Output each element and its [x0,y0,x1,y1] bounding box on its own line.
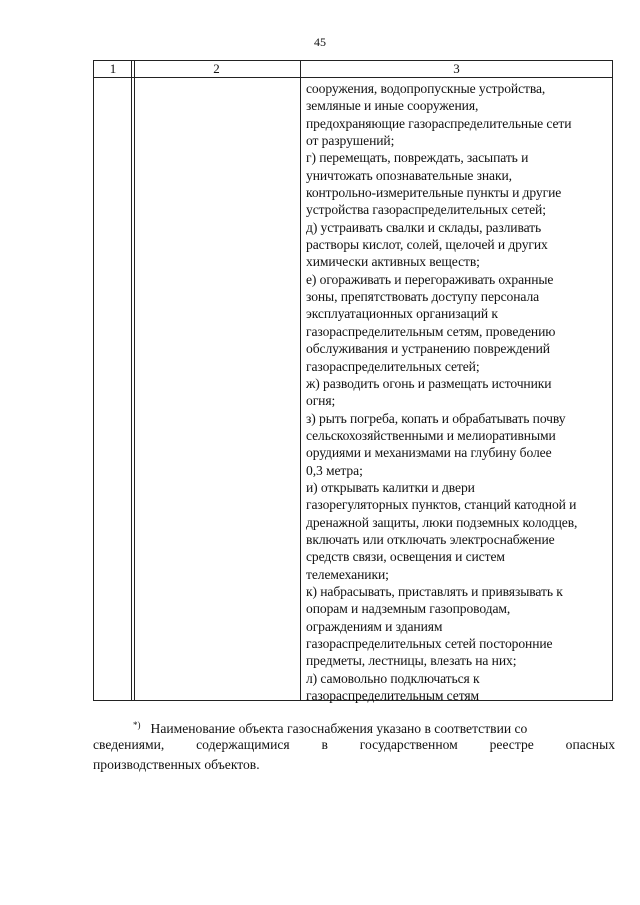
footnote-word: реестре [489,737,534,752]
table-cell-line: ж) разводить огонь и размещать источники [306,375,552,391]
table-cell-line: дренажной защиты, люки подземных колодцев, [306,514,578,530]
table-cell-line: земляные и иные сооружения, [306,98,479,114]
table-cell-line: газораспределительным сетям [306,688,480,704]
table-cell-line: 0,3 метра; [306,462,363,478]
table-cell-col-3 [306,80,612,704]
footnote-line-3: производственных объектов. [93,757,260,772]
footnote-text-1: Наименование объекта газоснабжения указано в соответствии со [150,721,528,736]
table-cell-line: опорам и надземным газопроводам, [306,601,511,617]
table-cell-line: орудиями и механизмами на глубину более [306,445,552,461]
footnote-line-2 [93,735,615,755]
table-cell-line: газораспределительным сетям, проведению [306,323,556,339]
table-cell-line: контрольно-измерительные пункты и другие [306,185,562,201]
table-cell-line: эксплуатационных организаций к [306,306,498,322]
table-cell-line: газораспределительных сетей посторонние [306,636,553,651]
table-cell-line: зоны, препятствовать доступу персонала [306,289,540,305]
table-cell-line: огня; [306,393,336,409]
table-cell-line: и) открывать калитки и двери [306,479,475,495]
table-cell-line: л) самовольно подключаться к [306,670,480,686]
table-cell-line: з) рыть погреба, копать и обрабатывать почву [306,410,566,426]
page-number: 45 [314,35,326,49]
column-divider-1 [131,61,132,700]
footnote-word: в [321,737,328,752]
table-cell-line: предохраняющие газораспределительные сети [306,115,572,131]
footnote-word: государственном [359,737,458,752]
table-header-col-1: 1 [109,61,117,76]
column-divider-1-double [134,61,135,700]
table-cell-line: предметы, лестницы, влезать на них; [306,653,517,669]
table-cell-line: к) набрасывать, приставлять и привязывать к [306,583,563,599]
table-cell-line: д) устраивать свалки и склады, разливать [306,219,542,235]
table-cell-line: сельскохозяйственными и мелиоративными [306,427,556,443]
table-cell-line: г) перемещать, повреждать, засыпать и [306,150,529,166]
table-cell-line: е) огораживать и перегораживать охранные [306,271,554,287]
table-cell-line: уничтожать опознавательные знаки, [306,167,512,183]
footnote-word: опасных [565,737,615,752]
table-cell-line: обслуживания и устранению повреждений [306,341,550,357]
footnote [93,715,615,775]
table-cell-line: химически активных веществ; [306,254,480,270]
table-cell-line: сооружения, водопропускные устройства, [306,81,546,96]
footnote-line-1 [93,715,615,735]
column-divider-2 [300,61,301,700]
table-header-col-2: 2 [213,61,220,76]
table-cell-line: средств связи, освещения и систем [306,549,505,565]
table-cell-line: устройства газораспределительных сетей; [306,202,546,218]
table-cell-line: газораспределительных сетей; [306,358,480,374]
table-cell-line: включать или отключать электроснабжение [306,531,555,547]
footnote-word: сведениями, [93,737,165,752]
table-header-col-3: 3 [453,61,460,76]
footnote-word: содержащимися [196,737,290,752]
table-cell-line: газорегуляторных пунктов, станций катодной и [306,497,577,513]
table-cell-line: ограждениям и зданиям [306,618,443,634]
footnote-marker: *) [133,720,141,730]
table-header-row [94,61,612,78]
table-cell-line: от разрушений; [306,133,395,149]
document-table [93,60,613,704]
table-cell-line: растворы кислот, солей, щелочей и других [306,237,548,253]
table-cell-line: телемеханики; [306,566,389,582]
